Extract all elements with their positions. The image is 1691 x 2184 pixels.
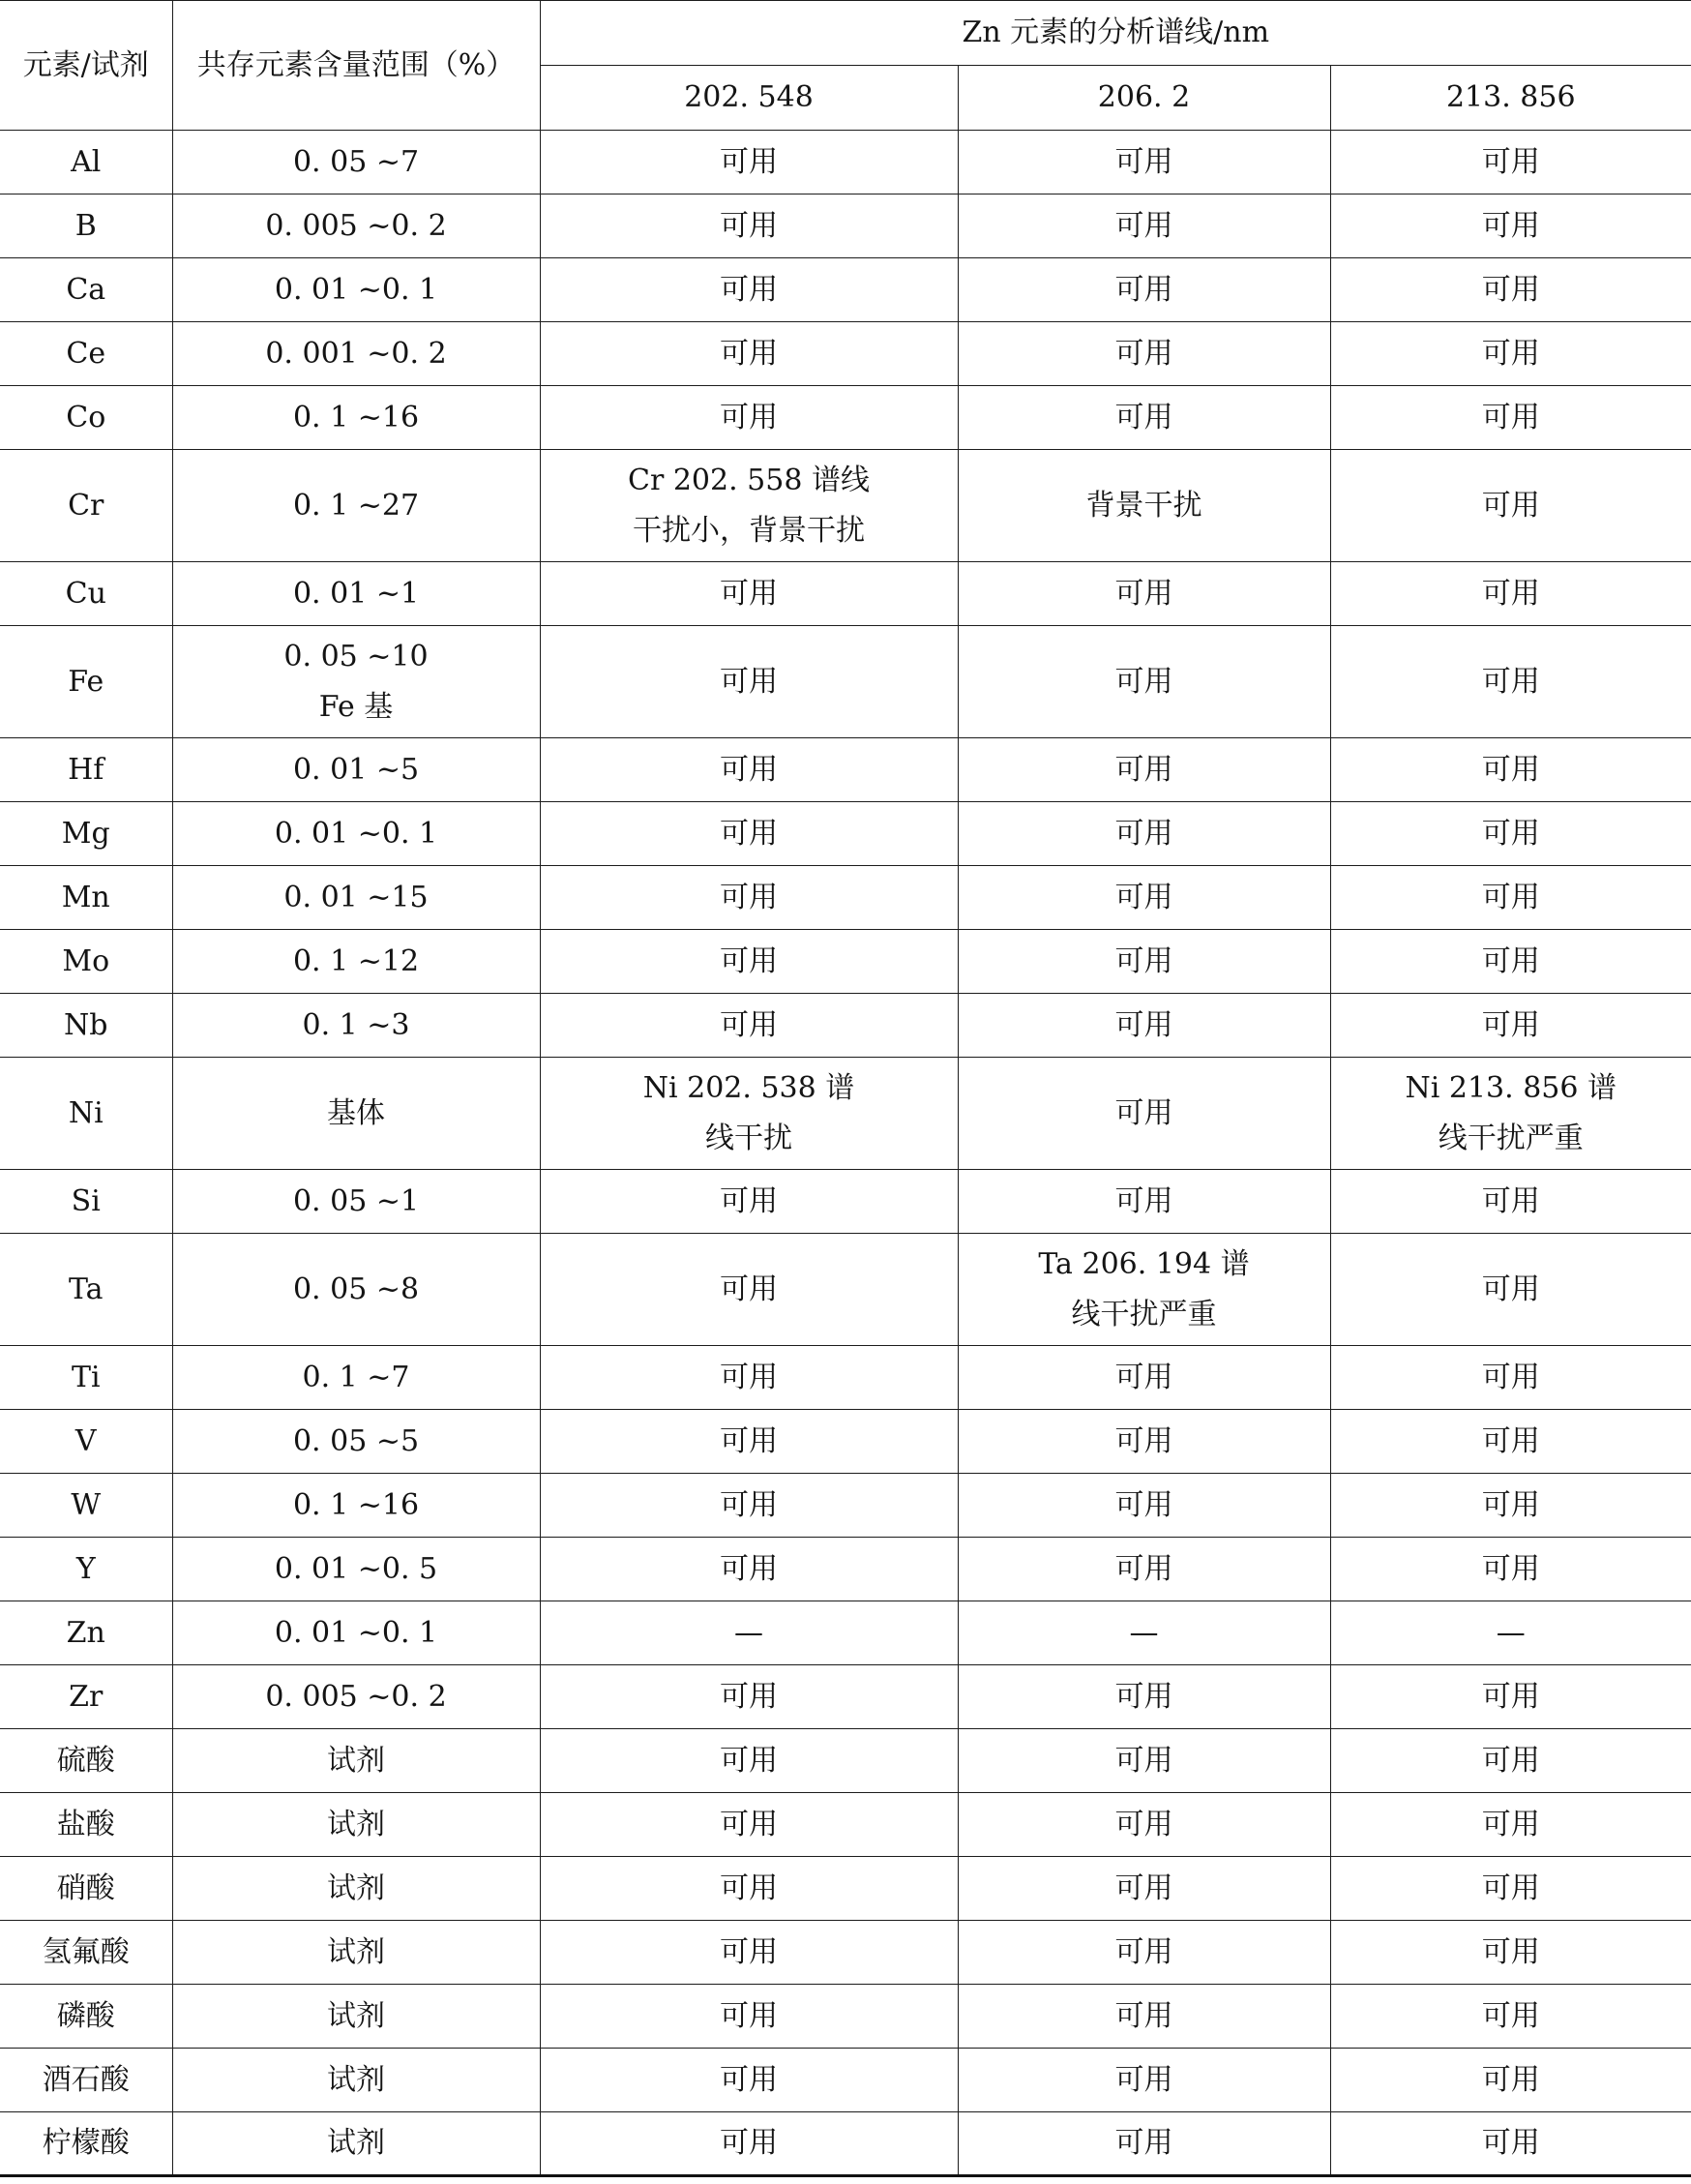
table-row	[0, 194, 1691, 258]
element-cell: Fe	[0, 626, 172, 738]
table-row	[0, 1985, 1691, 2049]
line-213-856-cell: 可用	[1330, 994, 1691, 1058]
line-202-548-cell: 可用	[540, 1985, 958, 2049]
line-202-548-cell: 可用	[540, 386, 958, 450]
line-202-548-cell: —	[540, 1601, 958, 1665]
table-row	[0, 1601, 1691, 1665]
element-cell: Co	[0, 386, 172, 450]
element-cell: Ni	[0, 1058, 172, 1170]
element-cell: Cr	[0, 450, 172, 562]
content-range-cell: 0. 1 ~3	[172, 994, 540, 1058]
table-row	[0, 1410, 1691, 1474]
line-213-856-cell: 可用	[1330, 2112, 1691, 2176]
line-206-2-cell: 可用	[958, 1857, 1330, 1921]
table-row	[0, 2049, 1691, 2112]
element-cell: 柠檬酸	[0, 2112, 172, 2176]
element-cell: Al	[0, 131, 172, 194]
element-cell: Nb	[0, 994, 172, 1058]
table-row	[0, 1234, 1691, 1346]
line-202-548-cell: Ni 202. 538 谱 线干扰	[540, 1058, 958, 1170]
table-row	[0, 562, 1691, 626]
line-206-2-cell: 可用	[958, 1170, 1330, 1234]
line-206-2-cell: 可用	[958, 194, 1330, 258]
header-line-213-856: 213. 856	[1330, 66, 1691, 131]
element-cell: 磷酸	[0, 1985, 172, 2049]
table-row	[0, 866, 1691, 930]
content-range-cell: 基体	[172, 1058, 540, 1170]
table-row	[0, 1058, 1691, 1170]
line-213-856-cell: 可用	[1330, 450, 1691, 562]
line-202-548-cell: 可用	[540, 258, 958, 322]
content-range-cell: 0. 01 ~0. 5	[172, 1538, 540, 1601]
line-213-856-cell: 可用	[1330, 866, 1691, 930]
line-206-2-cell: 可用	[958, 1474, 1330, 1538]
content-range-cell: 试剂	[172, 1921, 540, 1985]
content-range-cell: 0. 01 ~15	[172, 866, 540, 930]
line-206-2-cell: 可用	[958, 1921, 1330, 1985]
table-row	[0, 1170, 1691, 1234]
line-213-856-cell: —	[1330, 1601, 1691, 1665]
table-row	[0, 930, 1691, 994]
line-206-2-cell: Ta 206. 194 谱 线干扰严重	[958, 1234, 1330, 1346]
line-202-548-cell: 可用	[540, 866, 958, 930]
line-206-2-cell: 可用	[958, 1665, 1330, 1729]
line-206-2-cell: 可用	[958, 562, 1330, 626]
line-206-2-cell: 可用	[958, 2049, 1330, 2112]
line-206-2-cell: 可用	[958, 626, 1330, 738]
line-206-2-cell: 可用	[958, 802, 1330, 866]
line-213-856-cell: 可用	[1330, 626, 1691, 738]
line-202-548-cell: 可用	[540, 2049, 958, 2112]
element-cell: W	[0, 1474, 172, 1538]
content-range-cell: 0. 1 ~27	[172, 450, 540, 562]
element-cell: Y	[0, 1538, 172, 1601]
line-213-856-cell: 可用	[1330, 131, 1691, 194]
table-row	[0, 1346, 1691, 1410]
line-202-548-cell: 可用	[540, 738, 958, 802]
line-202-548-cell: 可用	[540, 930, 958, 994]
line-202-548-cell: 可用	[540, 1474, 958, 1538]
header-row	[0, 1, 1691, 66]
element-cell: Si	[0, 1170, 172, 1234]
line-213-856-cell: 可用	[1330, 386, 1691, 450]
element-cell: Hf	[0, 738, 172, 802]
line-206-2-cell: 可用	[958, 258, 1330, 322]
line-206-2-cell: 可用	[958, 1346, 1330, 1410]
content-range-cell: 0. 05 ~7	[172, 131, 540, 194]
content-range-cell: 0. 01 ~0. 1	[172, 258, 540, 322]
line-206-2-cell: 可用	[958, 930, 1330, 994]
header-element: 元素/试剂	[0, 1, 172, 131]
element-cell: 酒石酸	[0, 2049, 172, 2112]
line-202-548-cell: Cr 202. 558 谱线 干扰小，背景干扰	[540, 450, 958, 562]
element-cell: Mg	[0, 802, 172, 866]
line-202-548-cell: 可用	[540, 1538, 958, 1601]
table-row	[0, 1729, 1691, 1793]
line-213-856-cell: 可用	[1330, 322, 1691, 386]
line-213-856-cell: 可用	[1330, 1665, 1691, 1729]
table-row	[0, 738, 1691, 802]
content-range-cell: 0. 1 ~12	[172, 930, 540, 994]
line-202-548-cell: 可用	[540, 1234, 958, 1346]
header-line-206-2: 206. 2	[958, 66, 1330, 131]
content-range-cell: 0. 01 ~1	[172, 562, 540, 626]
line-206-2-cell: 可用	[958, 322, 1330, 386]
table-row	[0, 322, 1691, 386]
line-202-548-cell: 可用	[540, 131, 958, 194]
line-206-2-cell: 可用	[958, 866, 1330, 930]
line-202-548-cell: 可用	[540, 1346, 958, 1410]
line-202-548-cell: 可用	[540, 322, 958, 386]
line-213-856-cell: 可用	[1330, 738, 1691, 802]
content-range-cell: 0. 01 ~0. 1	[172, 1601, 540, 1665]
line-213-856-cell: 可用	[1330, 1170, 1691, 1234]
line-206-2-cell: 可用	[958, 1058, 1330, 1170]
header-analysis-lines: Zn 元素的分析谱线/nm	[540, 1, 1691, 66]
content-range-cell: 0. 01 ~5	[172, 738, 540, 802]
line-202-548-cell: 可用	[540, 802, 958, 866]
content-range-cell: 0. 05 ~10 Fe 基	[172, 626, 540, 738]
line-202-548-cell: 可用	[540, 194, 958, 258]
line-213-856-cell: 可用	[1330, 194, 1691, 258]
line-213-856-cell: 可用	[1330, 1474, 1691, 1538]
element-cell: Mn	[0, 866, 172, 930]
line-213-856-cell: Ni 213. 856 谱 线干扰严重	[1330, 1058, 1691, 1170]
table-row	[0, 258, 1691, 322]
line-213-856-cell: 可用	[1330, 2049, 1691, 2112]
table-row	[0, 1665, 1691, 1729]
line-213-856-cell: 可用	[1330, 258, 1691, 322]
table-header	[0, 1, 1691, 131]
table-row	[0, 1793, 1691, 1857]
content-range-cell: 0. 01 ~0. 1	[172, 802, 540, 866]
line-202-548-cell: 可用	[540, 1729, 958, 1793]
line-213-856-cell: 可用	[1330, 1985, 1691, 2049]
table-row	[0, 1474, 1691, 1538]
line-206-2-cell: 可用	[958, 1410, 1330, 1474]
content-range-cell: 0. 05 ~8	[172, 1234, 540, 1346]
line-202-548-cell: 可用	[540, 1921, 958, 1985]
line-213-856-cell: 可用	[1330, 1921, 1691, 1985]
line-213-856-cell: 可用	[1330, 1538, 1691, 1601]
element-cell: B	[0, 194, 172, 258]
table-row	[0, 450, 1691, 562]
element-cell: V	[0, 1410, 172, 1474]
line-213-856-cell: 可用	[1330, 1410, 1691, 1474]
line-206-2-cell: 可用	[958, 131, 1330, 194]
element-cell: Ce	[0, 322, 172, 386]
line-206-2-cell: 可用	[958, 1538, 1330, 1601]
line-206-2-cell: 可用	[958, 1985, 1330, 2049]
line-213-856-cell: 可用	[1330, 802, 1691, 866]
line-202-548-cell: 可用	[540, 994, 958, 1058]
table-row	[0, 994, 1691, 1058]
content-range-cell: 试剂	[172, 2112, 540, 2176]
line-206-2-cell: 背景干扰	[958, 450, 1330, 562]
content-range-cell: 0. 001 ~0. 2	[172, 322, 540, 386]
line-202-548-cell: 可用	[540, 562, 958, 626]
content-range-cell: 0. 1 ~7	[172, 1346, 540, 1410]
content-range-cell: 试剂	[172, 1793, 540, 1857]
line-213-856-cell: 可用	[1330, 930, 1691, 994]
line-213-856-cell: 可用	[1330, 1793, 1691, 1857]
content-range-cell: 试剂	[172, 2049, 540, 2112]
line-206-2-cell: 可用	[958, 386, 1330, 450]
element-cell: 氢氟酸	[0, 1921, 172, 1985]
element-cell: Mo	[0, 930, 172, 994]
line-206-2-cell: 可用	[958, 1729, 1330, 1793]
element-cell: Ta	[0, 1234, 172, 1346]
line-213-856-cell: 可用	[1330, 1857, 1691, 1921]
element-cell: Cu	[0, 562, 172, 626]
element-cell: Ti	[0, 1346, 172, 1410]
line-206-2-cell: 可用	[958, 738, 1330, 802]
table-row	[0, 131, 1691, 194]
line-202-548-cell: 可用	[540, 1793, 958, 1857]
element-cell: Ca	[0, 258, 172, 322]
line-206-2-cell: 可用	[958, 1793, 1330, 1857]
line-213-856-cell: 可用	[1330, 1346, 1691, 1410]
line-206-2-cell: —	[958, 1601, 1330, 1665]
content-range-cell: 0. 05 ~5	[172, 1410, 540, 1474]
content-range-cell: 0. 1 ~16	[172, 386, 540, 450]
element-cell: 盐酸	[0, 1793, 172, 1857]
table-row	[0, 2112, 1691, 2176]
table-row	[0, 1921, 1691, 1985]
content-range-cell: 0. 005 ~0. 2	[172, 1665, 540, 1729]
line-213-856-cell: 可用	[1330, 1729, 1691, 1793]
line-206-2-cell: 可用	[958, 994, 1330, 1058]
table-row	[0, 386, 1691, 450]
table-row	[0, 802, 1691, 866]
element-cell: Zr	[0, 1665, 172, 1729]
line-213-856-cell: 可用	[1330, 1234, 1691, 1346]
line-202-548-cell: 可用	[540, 1410, 958, 1474]
content-range-cell: 0. 1 ~16	[172, 1474, 540, 1538]
line-202-548-cell: 可用	[540, 626, 958, 738]
header-line-202-548: 202. 548	[540, 66, 958, 131]
line-206-2-cell: 可用	[958, 2112, 1330, 2176]
content-range-cell: 0. 005 ~0. 2	[172, 194, 540, 258]
line-202-548-cell: 可用	[540, 1665, 958, 1729]
element-cell: 硫酸	[0, 1729, 172, 1793]
line-202-548-cell: 可用	[540, 1857, 958, 1921]
table-row	[0, 1857, 1691, 1921]
table-row	[0, 1538, 1691, 1601]
header-content-range: 共存元素含量范围（%）	[172, 1, 540, 131]
line-202-548-cell: 可用	[540, 2112, 958, 2176]
line-202-548-cell: 可用	[540, 1170, 958, 1234]
line-213-856-cell: 可用	[1330, 562, 1691, 626]
content-range-cell: 试剂	[172, 1985, 540, 2049]
content-range-cell: 试剂	[172, 1857, 540, 1921]
table-body	[0, 131, 1691, 2176]
content-range-cell: 试剂	[172, 1729, 540, 1793]
element-cell: 硝酸	[0, 1857, 172, 1921]
table-row	[0, 626, 1691, 738]
element-cell: Zn	[0, 1601, 172, 1665]
content-range-cell: 0. 05 ~1	[172, 1170, 540, 1234]
